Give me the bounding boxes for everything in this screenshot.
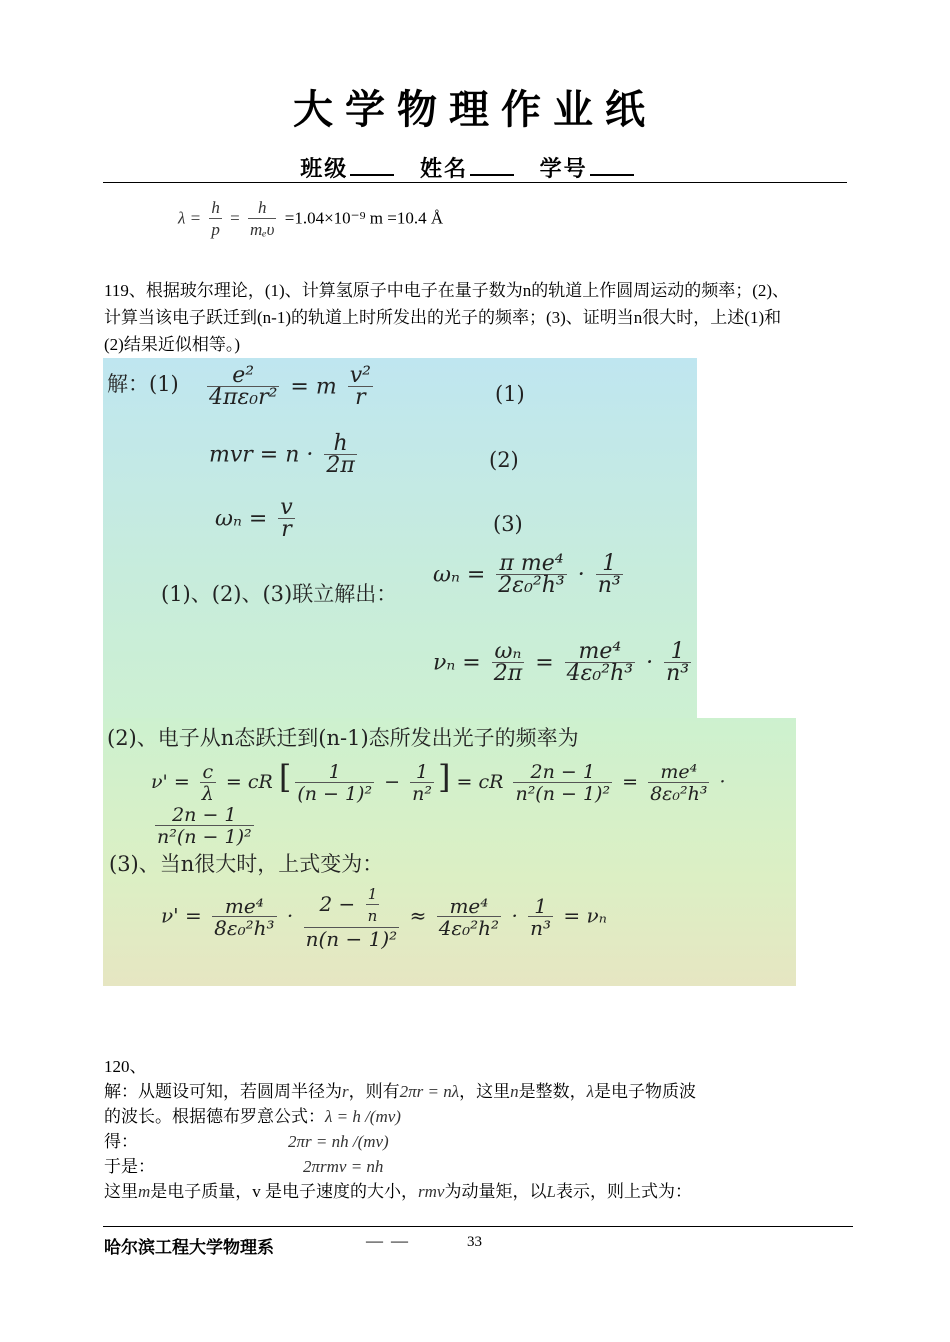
- equation-2: mvr = n · $\frac{h}{2\pi}$: [209, 431, 355, 478]
- problem-120-text: [104, 1054, 854, 1204]
- part2-equation: ν' = $\frac{c}{\lambda}$ = cR [ $\frac{1}{\text{(n − 1)²}}$ − $\frac{1}{\text{n²}}$ ] = cR $\frac{2n - 1}{\text{n²(n − 1)²}}$ = $\frac{\text{me⁴}}{\text{8ε₀²h³}}$ · $\frac{2n - 1}{\text{n²(n − 1)²}}$: [151, 758, 726, 848]
- footer-divider: [103, 1226, 853, 1227]
- p120-line3: 得： 2πr = nh /(mv): [104, 1132, 389, 1151]
- solution-119-figure: [103, 358, 796, 986]
- combine-text: (1)、(2)、(3)联立解出：: [161, 582, 398, 606]
- equation-1: $\frac{\text{e²}}{\text{4πε₀r²}}$ = m $\frac{\text{v²}}{r}$: [209, 363, 371, 410]
- nu-equation: νₙ = $\frac{\text{ωₙ}}{2\pi}$ = $\frac{\text{me⁴}}{\text{4ε₀²h³}}$ · $\frac{1}{\text{n³}}$: [433, 639, 690, 686]
- footer-institution: 哈尔滨工程大学物理系: [104, 1238, 274, 1257]
- header-divider: [103, 182, 847, 183]
- part3-equation: ν' = $\frac{\text{me⁴}}{\text{8ε₀²h³}}$ · 2 − $\frac{1}{n}$ n(n − 1)² ≈ $\frac{\text{me⁴}}{\text{4ε₀²h²}}$ · $\frac{1}{\text{n³}}$ = νₙ: [161, 885, 607, 951]
- frac-h-mv: $\frac{h}{\text{mₑυ}}$: [249, 198, 275, 239]
- p120-line1: 解：从题设可知，若圆周半径为r，则有2πr = nλ，这里n是整数，λ是电子物质波: [104, 1082, 696, 1101]
- name-blank: [470, 156, 514, 176]
- class-blank: [350, 156, 394, 176]
- id-blank: [590, 156, 634, 176]
- name-label: 姓名: [419, 156, 468, 182]
- solution-label: 解：(1): [107, 372, 179, 396]
- p120-line5: 这里m是电子质量，v 是电子速度的大小，rmv为动量矩，以L表示，则上式为：: [104, 1182, 692, 1201]
- part3-text: (3)、当n很大时，上式变为：: [109, 852, 384, 876]
- id-label: 学号: [539, 156, 588, 182]
- part2-text: (2)、电子从n态跃迁到(n-1)态所发出光子的频率为: [107, 726, 579, 750]
- omega-equation: ωₙ = $\frac{\text{π me⁴}}{\text{2ε₀²h³}}$ · $\frac{1}{\text{n³}}$: [433, 551, 621, 598]
- equation-3: ωₙ = $\frac{v}{r}$: [215, 495, 293, 542]
- p120-line2: 的波长。根据德布罗意公式：λ = h /(mv): [104, 1107, 401, 1126]
- tag-3: (3): [493, 512, 523, 536]
- problem-120-number: 120、: [104, 1057, 147, 1076]
- problem-119-text: 119、根据玻尔理论，(1)、计算氢原子中电子在量子数为n的轨道上作圆周运动的频率；(2)、 计算当该电子跃迁到(n-1)的轨道上时所发出的光子的频率；(3)、证明当n很大时，上述(1)和 (2)结果近似相等。): [104, 281, 790, 354]
- footer-dash: ——: [366, 1231, 416, 1250]
- student-info-line: [0, 152, 950, 183]
- tag-1: (1): [495, 382, 525, 406]
- frac-h-p: $\frac{h}{p}$: [211, 198, 220, 239]
- p120-line4: 于是： 2πrmv = nh: [104, 1157, 384, 1176]
- page-title: 大学物理作业纸: [293, 86, 657, 133]
- tag-2: (2): [489, 448, 519, 472]
- wavelength-equation: λ = $\frac{h}{p}$ = $\frac{h}{\text{mₑυ}}$ =1.04×10⁻⁹ m =10.4 Å: [178, 198, 444, 239]
- class-label: 班级: [300, 156, 349, 182]
- page-number: 33: [467, 1234, 482, 1250]
